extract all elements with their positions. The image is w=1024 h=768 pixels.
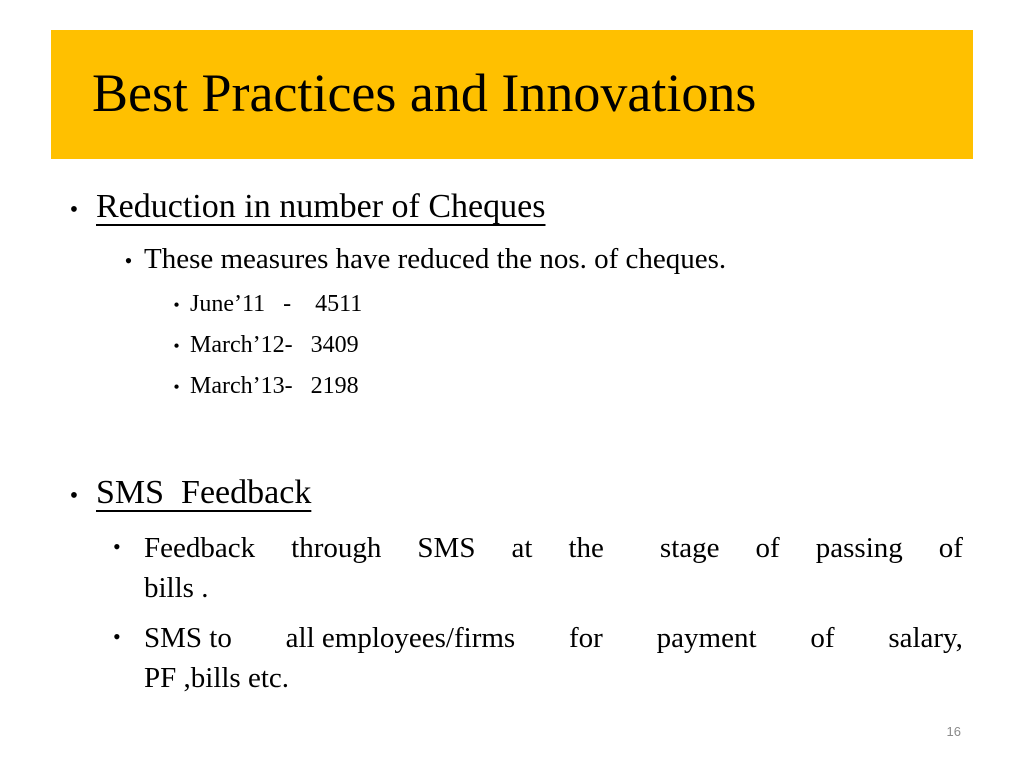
word: SMS to (144, 622, 232, 654)
word: passing (815, 532, 903, 564)
list-item (144, 618, 963, 698)
bullet-icon: • (113, 624, 121, 649)
bullet-icon: • (69, 197, 79, 223)
bullet-icon: • (124, 248, 133, 273)
word: payment (656, 622, 757, 654)
section-heading: SMS Feedback (96, 474, 312, 511)
cheque-count-item: June’11 - 4511 (190, 291, 363, 317)
word: salary, (888, 622, 963, 654)
justified-line (144, 568, 963, 608)
word: for (569, 622, 603, 654)
section-cheques (52, 188, 545, 226)
word: of (755, 532, 780, 564)
word: Feedback (144, 532, 256, 564)
list-item (113, 243, 726, 276)
slide-number: 16 (946, 724, 961, 739)
word: SMS (417, 532, 476, 564)
slide-title: Best Practices and Innovations (92, 62, 757, 123)
list-item (163, 291, 362, 318)
bullet-icon: • (69, 483, 79, 509)
word: at (511, 532, 533, 564)
list-item (163, 332, 359, 359)
title-bar (51, 30, 973, 159)
list-item (163, 373, 359, 400)
bullet-text: These measures have reduced the nos. of cheques. (144, 243, 727, 275)
section-sms-feedback (52, 474, 311, 512)
justified-line (144, 618, 963, 658)
word: PF ,bills etc. (144, 662, 290, 694)
word: the (568, 532, 604, 564)
section-heading: Reduction in number of Cheques (96, 188, 546, 225)
justified-line (144, 528, 963, 568)
word: of (810, 622, 835, 654)
bullet-icon: • (173, 295, 180, 315)
bullet-icon: • (173, 336, 180, 356)
word: all employees/firms (285, 622, 516, 654)
bullet-icon: • (173, 377, 180, 397)
word: of (938, 532, 963, 564)
word: through (291, 532, 382, 564)
word: bills . (144, 572, 209, 604)
justified-line (144, 658, 963, 698)
cheque-count-item: March’13- 2198 (190, 373, 359, 399)
list-item (144, 528, 963, 608)
word: stage (659, 532, 720, 564)
cheque-count-item: March’12- 3409 (190, 332, 359, 358)
bullet-icon: • (113, 534, 121, 559)
